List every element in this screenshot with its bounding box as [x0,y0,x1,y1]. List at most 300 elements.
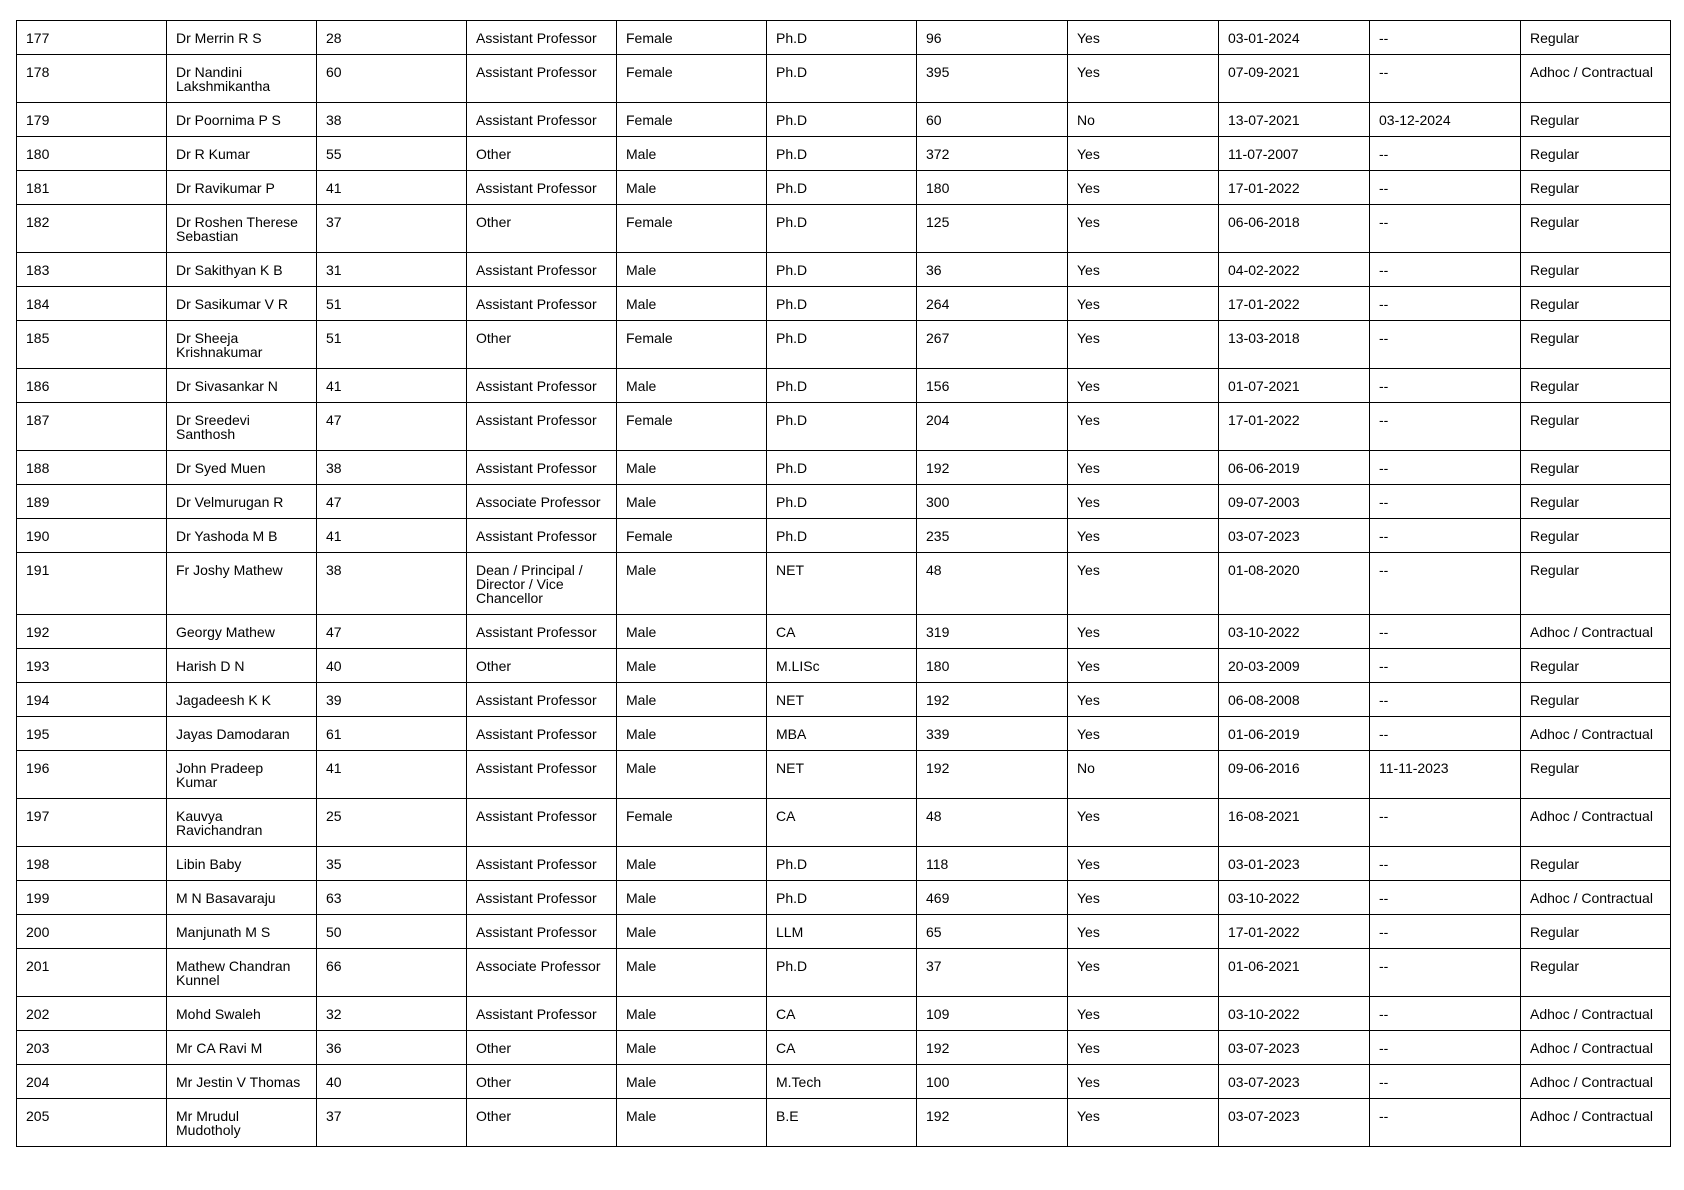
gender-cell: Male [617,847,767,881]
designation-cell: Other [467,1031,617,1065]
joining-date-cell: 11-07-2007 [1219,137,1370,171]
serial-no-cell: 203 [17,1031,167,1065]
currently-working-cell: Yes [1068,1031,1219,1065]
experience-cell: 156 [917,369,1068,403]
appointment-type-cell: Adhoc / Contractual [1521,1065,1671,1099]
table-row [17,253,1671,287]
table-row [17,55,1671,103]
currently-working-cell: Yes [1068,847,1219,881]
serial-no-cell: 189 [17,485,167,519]
currently-working-cell: Yes [1068,997,1219,1031]
gender-cell: Male [617,171,767,205]
gender-cell: Female [617,799,767,847]
serial-no-cell: 179 [17,103,167,137]
table-row [17,369,1671,403]
gender-cell: Male [617,451,767,485]
gender-cell: Male [617,997,767,1031]
gender-cell: Female [617,103,767,137]
name-cell: Dr R Kumar [167,137,317,171]
table-row [17,649,1671,683]
designation-cell: Assistant Professor [467,403,617,451]
designation-cell: Assistant Professor [467,847,617,881]
qualification-cell: Ph.D [767,847,917,881]
joining-date-cell: 09-06-2016 [1219,751,1370,799]
serial-no-cell: 193 [17,649,167,683]
currently-working-cell: Yes [1068,321,1219,369]
designation-cell: Assistant Professor [467,171,617,205]
experience-cell: 118 [917,847,1068,881]
table-row [17,553,1671,615]
leaving-date-cell: -- [1370,485,1521,519]
currently-working-cell: Yes [1068,21,1219,55]
qualification-cell: MBA [767,717,917,751]
experience-cell: 180 [917,649,1068,683]
name-cell: Manjunath M S [167,915,317,949]
appointment-type-cell: Regular [1521,321,1671,369]
gender-cell: Female [617,21,767,55]
currently-working-cell: Yes [1068,949,1219,997]
qualification-cell: Ph.D [767,55,917,103]
qualification-cell: Ph.D [767,137,917,171]
qualification-cell: M.LISc [767,649,917,683]
currently-working-cell: Yes [1068,553,1219,615]
leaving-date-cell: -- [1370,997,1521,1031]
leaving-date-cell: -- [1370,403,1521,451]
age-cell: 37 [317,1099,467,1147]
qualification-cell: Ph.D [767,21,917,55]
table-row [17,103,1671,137]
leaving-date-cell: -- [1370,553,1521,615]
gender-cell: Female [617,321,767,369]
appointment-type-cell: Regular [1521,683,1671,717]
designation-cell: Assistant Professor [467,915,617,949]
experience-cell: 192 [917,751,1068,799]
appointment-type-cell: Regular [1521,949,1671,997]
experience-cell: 192 [917,1099,1068,1147]
serial-no-cell: 191 [17,553,167,615]
appointment-type-cell: Regular [1521,915,1671,949]
currently-working-cell: No [1068,103,1219,137]
name-cell: Libin Baby [167,847,317,881]
joining-date-cell: 20-03-2009 [1219,649,1370,683]
name-cell: M N Basavaraju [167,881,317,915]
appointment-type-cell: Regular [1521,137,1671,171]
designation-cell: Other [467,137,617,171]
gender-cell: Male [617,717,767,751]
name-cell: Mr CA Ravi M [167,1031,317,1065]
table-body [17,21,1671,1147]
designation-cell: Assistant Professor [467,55,617,103]
name-cell: Jagadeesh K K [167,683,317,717]
serial-no-cell: 181 [17,171,167,205]
leaving-date-cell: -- [1370,519,1521,553]
name-cell: Harish D N [167,649,317,683]
appointment-type-cell: Adhoc / Contractual [1521,1031,1671,1065]
name-cell: Dr Roshen Therese Sebastian [167,205,317,253]
serial-no-cell: 197 [17,799,167,847]
experience-cell: 96 [917,21,1068,55]
serial-no-cell: 200 [17,915,167,949]
name-cell: John Pradeep Kumar [167,751,317,799]
appointment-type-cell: Regular [1521,205,1671,253]
experience-cell: 192 [917,1031,1068,1065]
serial-no-cell: 195 [17,717,167,751]
serial-no-cell: 202 [17,997,167,1031]
joining-date-cell: 03-10-2022 [1219,881,1370,915]
table-row [17,683,1671,717]
table-row [17,485,1671,519]
qualification-cell: Ph.D [767,369,917,403]
experience-cell: 235 [917,519,1068,553]
age-cell: 38 [317,451,467,485]
currently-working-cell: Yes [1068,615,1219,649]
currently-working-cell: Yes [1068,519,1219,553]
serial-no-cell: 183 [17,253,167,287]
joining-date-cell: 03-01-2024 [1219,21,1370,55]
experience-cell: 125 [917,205,1068,253]
appointment-type-cell: Adhoc / Contractual [1521,997,1671,1031]
age-cell: 47 [317,485,467,519]
leaving-date-cell: -- [1370,205,1521,253]
gender-cell: Male [617,949,767,997]
qualification-cell: Ph.D [767,881,917,915]
joining-date-cell: 04-02-2022 [1219,253,1370,287]
leaving-date-cell: -- [1370,253,1521,287]
currently-working-cell: Yes [1068,1065,1219,1099]
designation-cell: Assistant Professor [467,799,617,847]
gender-cell: Male [617,287,767,321]
qualification-cell: Ph.D [767,403,917,451]
age-cell: 41 [317,369,467,403]
table-row [17,1099,1671,1147]
experience-cell: 319 [917,615,1068,649]
name-cell: Mr Mrudul Mudotholy [167,1099,317,1147]
appointment-type-cell: Regular [1521,287,1671,321]
currently-working-cell: Yes [1068,485,1219,519]
experience-cell: 395 [917,55,1068,103]
qualification-cell: Ph.D [767,519,917,553]
table-row [17,717,1671,751]
experience-cell: 204 [917,403,1068,451]
designation-cell: Assistant Professor [467,683,617,717]
serial-no-cell: 192 [17,615,167,649]
age-cell: 60 [317,55,467,103]
currently-working-cell: Yes [1068,403,1219,451]
gender-cell: Male [617,553,767,615]
leaving-date-cell: -- [1370,915,1521,949]
age-cell: 39 [317,683,467,717]
designation-cell: Other [467,205,617,253]
joining-date-cell: 03-01-2023 [1219,847,1370,881]
designation-cell: Assistant Professor [467,717,617,751]
name-cell: Dr Sasikumar V R [167,287,317,321]
age-cell: 40 [317,1065,467,1099]
age-cell: 28 [317,21,467,55]
gender-cell: Male [617,683,767,717]
leaving-date-cell: -- [1370,683,1521,717]
leaving-date-cell: -- [1370,321,1521,369]
currently-working-cell: Yes [1068,253,1219,287]
gender-cell: Male [617,485,767,519]
gender-cell: Female [617,403,767,451]
serial-no-cell: 178 [17,55,167,103]
experience-cell: 192 [917,451,1068,485]
gender-cell: Female [617,55,767,103]
appointment-type-cell: Regular [1521,403,1671,451]
name-cell: Dr Syed Muen [167,451,317,485]
serial-no-cell: 177 [17,21,167,55]
serial-no-cell: 184 [17,287,167,321]
designation-cell: Assistant Professor [467,519,617,553]
experience-cell: 100 [917,1065,1068,1099]
table-row [17,287,1671,321]
designation-cell: Assistant Professor [467,103,617,137]
experience-cell: 60 [917,103,1068,137]
experience-cell: 109 [917,997,1068,1031]
serial-no-cell: 198 [17,847,167,881]
table-row [17,799,1671,847]
serial-no-cell: 204 [17,1065,167,1099]
gender-cell: Male [617,915,767,949]
designation-cell: Assistant Professor [467,997,617,1031]
gender-cell: Male [617,137,767,171]
designation-cell: Dean / Principal / Director / Vice Chancellor [467,553,617,615]
table-row [17,137,1671,171]
qualification-cell: Ph.D [767,321,917,369]
leaving-date-cell: -- [1370,615,1521,649]
currently-working-cell: Yes [1068,1099,1219,1147]
leaving-date-cell: -- [1370,287,1521,321]
serial-no-cell: 199 [17,881,167,915]
gender-cell: Male [617,1099,767,1147]
qualification-cell: CA [767,615,917,649]
serial-no-cell: 182 [17,205,167,253]
leaving-date-cell: -- [1370,881,1521,915]
joining-date-cell: 01-07-2021 [1219,369,1370,403]
designation-cell: Associate Professor [467,949,617,997]
qualification-cell: M.Tech [767,1065,917,1099]
leaving-date-cell: 11-11-2023 [1370,751,1521,799]
qualification-cell: Ph.D [767,253,917,287]
qualification-cell: Ph.D [767,485,917,519]
experience-cell: 267 [917,321,1068,369]
age-cell: 38 [317,103,467,137]
age-cell: 41 [317,519,467,553]
joining-date-cell: 06-08-2008 [1219,683,1370,717]
joining-date-cell: 09-07-2003 [1219,485,1370,519]
leaving-date-cell: -- [1370,847,1521,881]
qualification-cell: Ph.D [767,949,917,997]
appointment-type-cell: Adhoc / Contractual [1521,799,1671,847]
serial-no-cell: 185 [17,321,167,369]
designation-cell: Assistant Professor [467,21,617,55]
experience-cell: 372 [917,137,1068,171]
table-row [17,1065,1671,1099]
appointment-type-cell: Regular [1521,103,1671,137]
appointment-type-cell: Adhoc / Contractual [1521,1099,1671,1147]
table-row [17,915,1671,949]
joining-date-cell: 17-01-2022 [1219,287,1370,321]
appointment-type-cell: Regular [1521,847,1671,881]
joining-date-cell: 06-06-2019 [1219,451,1370,485]
serial-no-cell: 190 [17,519,167,553]
appointment-type-cell: Adhoc / Contractual [1521,615,1671,649]
designation-cell: Other [467,649,617,683]
age-cell: 50 [317,915,467,949]
experience-cell: 36 [917,253,1068,287]
designation-cell: Assistant Professor [467,615,617,649]
joining-date-cell: 13-03-2018 [1219,321,1370,369]
designation-cell: Assistant Professor [467,287,617,321]
age-cell: 47 [317,403,467,451]
qualification-cell: Ph.D [767,205,917,253]
table-row [17,881,1671,915]
currently-working-cell: Yes [1068,683,1219,717]
age-cell: 37 [317,205,467,253]
leaving-date-cell: -- [1370,649,1521,683]
age-cell: 47 [317,615,467,649]
joining-date-cell: 03-07-2023 [1219,1099,1370,1147]
appointment-type-cell: Adhoc / Contractual [1521,55,1671,103]
name-cell: Georgy Mathew [167,615,317,649]
designation-cell: Associate Professor [467,485,617,519]
age-cell: 32 [317,997,467,1031]
currently-working-cell: Yes [1068,881,1219,915]
experience-cell: 48 [917,553,1068,615]
appointment-type-cell: Regular [1521,369,1671,403]
designation-cell: Assistant Professor [467,369,617,403]
table-row [17,997,1671,1031]
appointment-type-cell: Regular [1521,451,1671,485]
age-cell: 63 [317,881,467,915]
table-row [17,751,1671,799]
name-cell: Dr Poornima P S [167,103,317,137]
currently-working-cell: No [1068,751,1219,799]
joining-date-cell: 03-10-2022 [1219,997,1370,1031]
designation-cell: Assistant Professor [467,451,617,485]
gender-cell: Male [617,615,767,649]
appointment-type-cell: Regular [1521,751,1671,799]
age-cell: 36 [317,1031,467,1065]
qualification-cell: Ph.D [767,103,917,137]
gender-cell: Male [617,253,767,287]
qualification-cell: LLM [767,915,917,949]
leaving-date-cell: -- [1370,451,1521,485]
currently-working-cell: Yes [1068,799,1219,847]
serial-no-cell: 186 [17,369,167,403]
age-cell: 38 [317,553,467,615]
serial-no-cell: 201 [17,949,167,997]
leaving-date-cell: 03-12-2024 [1370,103,1521,137]
gender-cell: Male [617,881,767,915]
joining-date-cell: 03-07-2023 [1219,519,1370,553]
qualification-cell: CA [767,799,917,847]
serial-no-cell: 205 [17,1099,167,1147]
faculty-table [16,20,1671,1147]
table-row [17,205,1671,253]
table-row [17,615,1671,649]
name-cell: Fr Joshy Mathew [167,553,317,615]
leaving-date-cell: -- [1370,1065,1521,1099]
designation-cell: Assistant Professor [467,881,617,915]
experience-cell: 339 [917,717,1068,751]
currently-working-cell: Yes [1068,915,1219,949]
joining-date-cell: 17-01-2022 [1219,403,1370,451]
currently-working-cell: Yes [1068,137,1219,171]
age-cell: 51 [317,287,467,321]
age-cell: 25 [317,799,467,847]
name-cell: Jayas Damodaran [167,717,317,751]
joining-date-cell: 03-07-2023 [1219,1065,1370,1099]
age-cell: 31 [317,253,467,287]
currently-working-cell: Yes [1068,451,1219,485]
currently-working-cell: Yes [1068,171,1219,205]
leaving-date-cell: -- [1370,949,1521,997]
joining-date-cell: 13-07-2021 [1219,103,1370,137]
gender-cell: Female [617,205,767,253]
table-row [17,519,1671,553]
designation-cell: Assistant Professor [467,751,617,799]
leaving-date-cell: -- [1370,21,1521,55]
table-row [17,403,1671,451]
leaving-date-cell: -- [1370,55,1521,103]
name-cell: Kauvya Ravichandran [167,799,317,847]
experience-cell: 48 [917,799,1068,847]
qualification-cell: NET [767,683,917,717]
age-cell: 61 [317,717,467,751]
serial-no-cell: 187 [17,403,167,451]
leaving-date-cell: -- [1370,799,1521,847]
serial-no-cell: 180 [17,137,167,171]
name-cell: Dr Nandini Lakshmikantha [167,55,317,103]
joining-date-cell: 17-01-2022 [1219,171,1370,205]
qualification-cell: NET [767,751,917,799]
qualification-cell: CA [767,1031,917,1065]
age-cell: 55 [317,137,467,171]
experience-cell: 65 [917,915,1068,949]
designation-cell: Assistant Professor [467,253,617,287]
joining-date-cell: 17-01-2022 [1219,915,1370,949]
gender-cell: Female [617,519,767,553]
experience-cell: 300 [917,485,1068,519]
table-row [17,847,1671,881]
currently-working-cell: Yes [1068,369,1219,403]
name-cell: Mathew Chandran Kunnel [167,949,317,997]
name-cell: Dr Sivasankar N [167,369,317,403]
appointment-type-cell: Adhoc / Contractual [1521,717,1671,751]
experience-cell: 180 [917,171,1068,205]
appointment-type-cell: Regular [1521,649,1671,683]
name-cell: Dr Sreedevi Santhosh [167,403,317,451]
gender-cell: Male [617,649,767,683]
age-cell: 41 [317,171,467,205]
appointment-type-cell: Regular [1521,553,1671,615]
gender-cell: Male [617,751,767,799]
joining-date-cell: 01-08-2020 [1219,553,1370,615]
designation-cell: Other [467,1099,617,1147]
joining-date-cell: 06-06-2018 [1219,205,1370,253]
joining-date-cell: 01-06-2019 [1219,717,1370,751]
experience-cell: 469 [917,881,1068,915]
name-cell: Dr Ravikumar P [167,171,317,205]
name-cell: Mohd Swaleh [167,997,317,1031]
qualification-cell: CA [767,997,917,1031]
gender-cell: Male [617,369,767,403]
age-cell: 66 [317,949,467,997]
age-cell: 35 [317,847,467,881]
qualification-cell: Ph.D [767,171,917,205]
qualification-cell: Ph.D [767,451,917,485]
